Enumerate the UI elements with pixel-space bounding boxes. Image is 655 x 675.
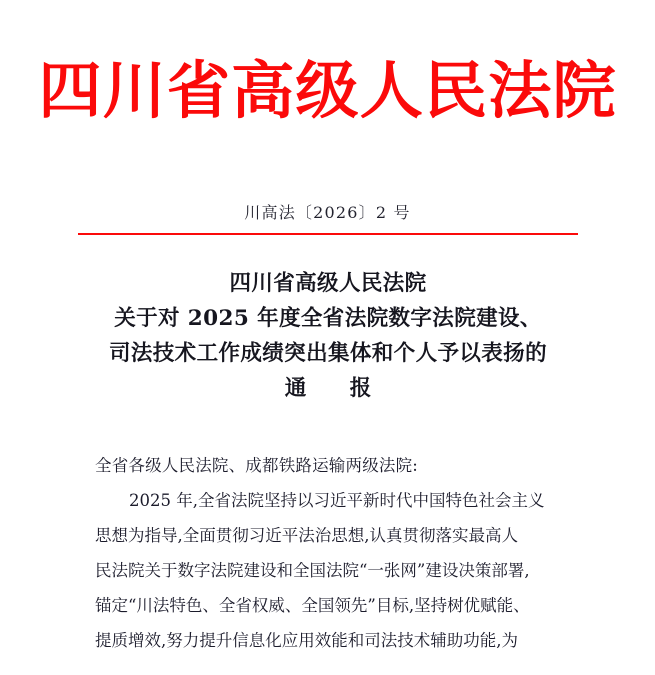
masthead — [0, 54, 655, 127]
body-line-4: 锚定“川法特色、全省权威、全国领先”目标,坚持树优赋能、 — [95, 596, 530, 615]
title-line-subject-2: 司法技术工作成绩突出集体和个人予以表扬的 — [108, 341, 547, 366]
body-line-2: 思想为指导,全面贯彻习近平法治思想,认真贯彻落实最高人 — [95, 526, 518, 545]
title-line-issuer: 四川省高级人民法院 — [229, 271, 427, 296]
masthead-title: 四川省高级人民法院 — [38, 54, 617, 127]
document-number: 川高法〔2026〕2 号 — [244, 203, 411, 222]
body-line-3: 民法院关于数字法院建设和全国法院“一张网”建设决策部署, — [95, 561, 530, 580]
red-separator-rule — [78, 233, 578, 235]
body-line-1: 2025 年,全省法院坚持以习近平新时代中国特色社会主义 — [129, 491, 545, 510]
title-line-subject-1: 关于对 2025 年度全省法院数字法院建设、 — [114, 306, 542, 331]
document-number-row — [0, 200, 655, 223]
body-line-5: 提质增效,努力提升信息化应用效能和司法技术辅助功能,为 — [95, 631, 518, 650]
title-line-doctype: 通 报 — [284, 376, 390, 401]
document-body — [95, 448, 565, 658]
addressee-line: 全省各级人民法院、成都铁路运输两级法院: — [95, 456, 419, 475]
title-block — [78, 266, 578, 406]
